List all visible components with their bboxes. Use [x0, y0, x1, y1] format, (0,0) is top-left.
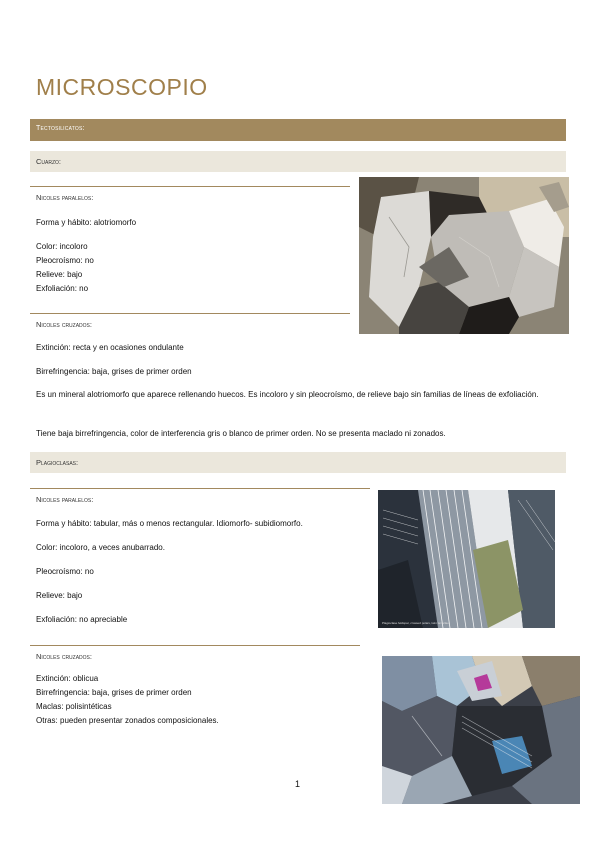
text-line: Exfoliación: no apreciable [36, 615, 128, 624]
band-cuarzo [30, 151, 566, 172]
paragraph: Es un mineral alotriomorfo que aparece rellenando huecos. Es incoloro y sin pleocroísmo, de relieve bajo sin familias de líneas de exfoliación. [36, 390, 539, 399]
page-title: MICROSCOPIO [36, 74, 208, 100]
section-band-tectosilicatos [30, 119, 566, 141]
subhead-cuarzo-paralelos [30, 186, 350, 205]
plagioclase-crossed-micrograph-image [382, 656, 580, 804]
text-line: Color: incoloro [36, 242, 88, 251]
subhead-plagioclasas-cruzados [30, 645, 360, 664]
text-line: Relieve: bajo [36, 591, 83, 600]
subhead-label: Nicoles cruzados: [36, 652, 92, 661]
text-line: Forma y hábito: alotriomorfo [36, 218, 137, 227]
subhead-label: Nicoles paralelos: [36, 193, 94, 202]
band-plagioclasas [30, 452, 566, 473]
quartz-micrograph-image [359, 177, 569, 334]
text-line: Forma y hábito: tabular, más o menos rectangular. Idiomorfo- subidiomorfo. [36, 519, 303, 528]
page-number: 1 [295, 779, 301, 789]
text-line: Exfoliación: no [36, 284, 89, 293]
subhead-label: Nicoles paralelos: [36, 495, 94, 504]
text-line: Pleocroísmo: no [36, 567, 94, 576]
band-cuarzo-label: Cuarzo: [36, 157, 61, 166]
text-line: Color: incoloro, a veces anubarrado. [36, 543, 165, 552]
text-line: Extinción: recta y en ocasiones ondulante [36, 343, 184, 352]
text-line: Pleocroísmo: no [36, 256, 94, 265]
image-caption: Plagioclase feldspar, crossed polars, twin lamellae [382, 621, 449, 625]
text-line: Otras: pueden presentar zonados composicionales. [36, 716, 219, 725]
text-line: Relieve: bajo [36, 270, 83, 279]
subhead-plagioclasas-paralelos [30, 488, 370, 507]
band-plagioclasas-label: Plagioclasas: [36, 458, 79, 467]
section-label: Tectosilicatos: [36, 125, 85, 132]
subhead-cuarzo-cruzados [30, 313, 350, 332]
paragraph: Tiene baja birrefringencia, color de interferencia gris o blanco de primer orden. No se presenta maclado ni zonados. [36, 429, 446, 438]
plagioclase-parallel-micrograph-image [378, 490, 555, 628]
text-line: Birrefringencia: baja, grises de primer orden [36, 688, 192, 697]
subhead-label: Nicoles cruzados: [36, 320, 92, 329]
text-line: Extinción: oblicua [36, 674, 99, 683]
text-line: Maclas: polisintéticas [36, 702, 112, 711]
text-line: Birrefringencia: baja, grises de primer orden [36, 367, 192, 376]
